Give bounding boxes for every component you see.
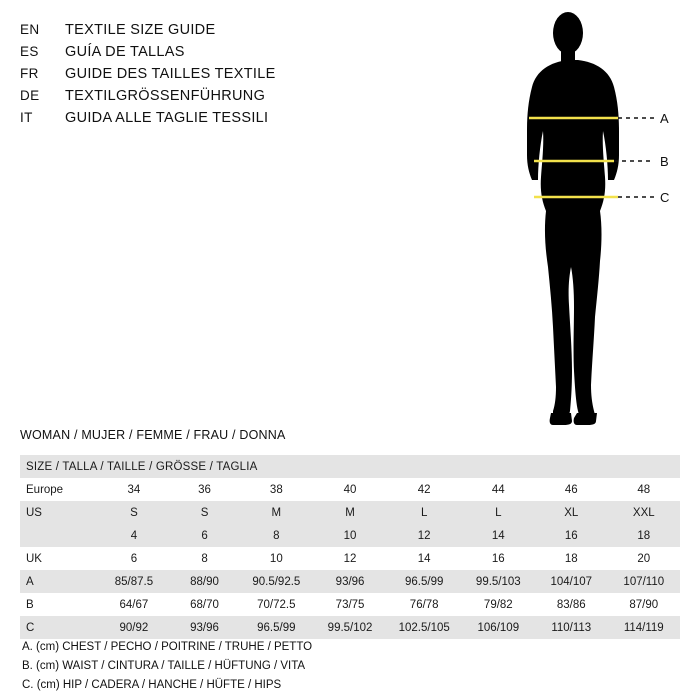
legend-line-a: A. (cm) CHEST / PECHO / POITRINE / TRUHE / PETTO — [22, 641, 313, 653]
cell: 46 — [535, 478, 608, 501]
cell: 93/96 — [170, 616, 239, 639]
row-label: C — [20, 616, 98, 639]
table-header-label: SIZE / TALLA / TAILLE / GRÖSSE / TAGLIA — [20, 455, 680, 478]
cell: 34 — [98, 478, 170, 501]
cell: 99.5/103 — [462, 570, 535, 593]
cell: 104/107 — [535, 570, 608, 593]
cell: 93/96 — [313, 570, 386, 593]
cell: 110/113 — [535, 616, 608, 639]
cell: M — [239, 501, 313, 524]
row-label: Europe — [20, 478, 98, 501]
cell: 83/86 — [535, 593, 608, 616]
cell: 8 — [170, 547, 239, 570]
row-label: B — [20, 593, 98, 616]
cell: 6 — [98, 547, 170, 570]
cell: 70/72.5 — [239, 593, 313, 616]
language-row — [20, 44, 500, 66]
language-row — [20, 22, 500, 44]
cell: 42 — [387, 478, 462, 501]
language-title: GUIDA ALLE TAGLIE TESSILI — [65, 110, 269, 126]
cell: 36 — [170, 478, 239, 501]
cell: 73/75 — [313, 593, 386, 616]
cell: 76/78 — [387, 593, 462, 616]
cell: 64/67 — [98, 593, 170, 616]
cell: 79/82 — [462, 593, 535, 616]
cell: XXL — [608, 501, 680, 524]
cell: 107/110 — [608, 570, 680, 593]
cell: 90.5/92.5 — [239, 570, 313, 593]
cell: 10 — [313, 524, 386, 547]
measurement-legend — [22, 638, 312, 695]
cell: 20 — [608, 547, 680, 570]
language-header-block — [20, 22, 500, 132]
language-code: EN — [20, 22, 40, 37]
row-label — [20, 524, 98, 547]
female-silhouette-icon — [490, 5, 695, 425]
table-row — [20, 593, 680, 616]
cell: 8 — [239, 524, 313, 547]
language-code: FR — [20, 66, 39, 81]
cell: S — [170, 501, 239, 524]
cell: 106/109 — [462, 616, 535, 639]
legend-line-c: C. (cm) HIP / CADERA / HANCHE / HÜFTE / HIPS — [22, 679, 282, 691]
language-code: ES — [20, 44, 39, 59]
cell: XL — [535, 501, 608, 524]
cell: L — [462, 501, 535, 524]
language-title: TEXTILE SIZE GUIDE — [65, 22, 216, 38]
cell: 14 — [462, 524, 535, 547]
cell: 44 — [462, 478, 535, 501]
language-row — [20, 88, 500, 110]
table-row — [20, 524, 680, 547]
marker-label-c: C — [660, 190, 670, 205]
language-title: GUÍA DE TALLAS — [65, 44, 185, 60]
cell: S — [98, 501, 170, 524]
cell: 114/119 — [608, 616, 680, 639]
cell: 68/70 — [170, 593, 239, 616]
legend-line-b: B. (cm) WAIST / CINTURA / TAILLE / HÜFTUNG / VITA — [22, 660, 306, 672]
section-heading: WOMAN / MUJER / FEMME / FRAU / DONNA — [20, 428, 286, 442]
language-row — [20, 110, 500, 132]
marker-label-a: A — [660, 111, 669, 126]
cell: 96.5/99 — [387, 570, 462, 593]
measurement-figure — [490, 5, 695, 425]
cell: 99.5/102 — [313, 616, 386, 639]
language-title: TEXTILGRÖSSENFÜHRUNG — [65, 88, 266, 104]
cell: 12 — [313, 547, 386, 570]
language-code: DE — [20, 88, 40, 103]
cell: 10 — [239, 547, 313, 570]
language-title: GUIDE DES TAILLES TEXTILE — [65, 66, 276, 82]
cell: 48 — [608, 478, 680, 501]
cell: 85/87.5 — [98, 570, 170, 593]
cell: 18 — [608, 524, 680, 547]
marker-label-b: B — [660, 154, 669, 169]
cell: 4 — [98, 524, 170, 547]
cell: 16 — [462, 547, 535, 570]
cell: M — [313, 501, 386, 524]
language-row — [20, 66, 500, 88]
cell: 96.5/99 — [239, 616, 313, 639]
cell: 38 — [239, 478, 313, 501]
cell: 18 — [535, 547, 608, 570]
cell: 16 — [535, 524, 608, 547]
cell: 87/90 — [608, 593, 680, 616]
table-header-row — [20, 455, 680, 478]
table-row — [20, 570, 680, 593]
table-row — [20, 478, 680, 501]
table-row — [20, 547, 680, 570]
language-code: IT — [20, 110, 33, 125]
cell: 90/92 — [98, 616, 170, 639]
row-label: US — [20, 501, 98, 524]
row-label: A — [20, 570, 98, 593]
size-table — [20, 455, 680, 639]
table-row — [20, 501, 680, 524]
cell: L — [387, 501, 462, 524]
cell: 88/90 — [170, 570, 239, 593]
table-row — [20, 616, 680, 639]
cell: 14 — [387, 547, 462, 570]
cell: 6 — [170, 524, 239, 547]
cell: 12 — [387, 524, 462, 547]
cell: 40 — [313, 478, 386, 501]
cell: 102.5/105 — [387, 616, 462, 639]
row-label: UK — [20, 547, 98, 570]
